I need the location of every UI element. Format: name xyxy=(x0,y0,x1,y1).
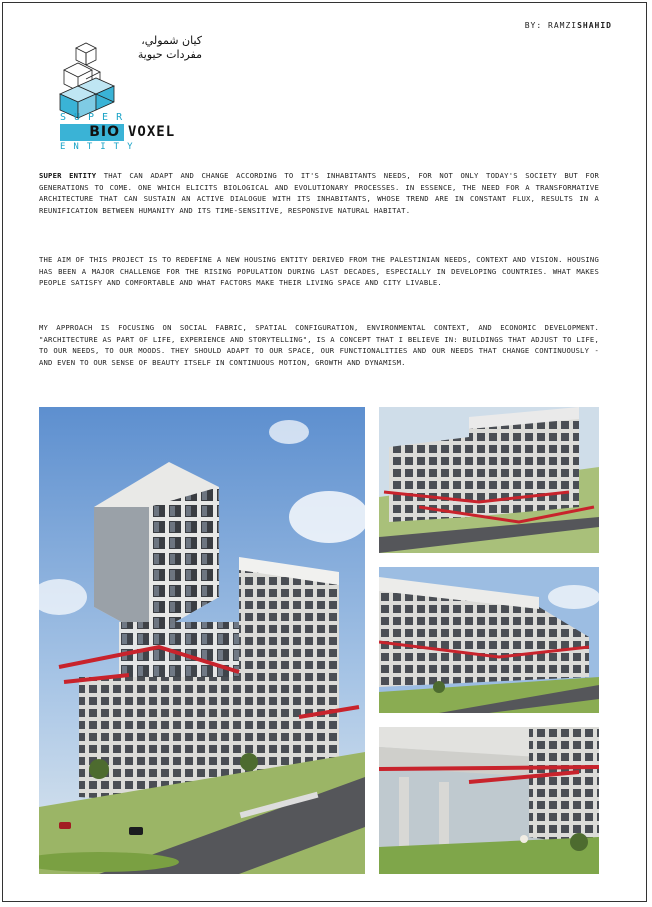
arabic-line-1: كيان شمولي، xyxy=(141,34,202,47)
author-prefix: BY: RAMZI xyxy=(524,21,578,30)
render-main-tower xyxy=(39,407,365,874)
render-ground-view xyxy=(379,727,599,874)
paragraph-aim: THE AIM OF THIS PROJECT IS TO REDEFINE A NEW HOUSING ENTITY DERIVED FROM THE PALESTINIAN NEEDS, CONTEXT AND VISION. HOUSING HAS BEEN A MAJOR CHALLENGE FOR THE RISING POPULATION DURING LAST DECADES, ESPECIALLY IN DEVELOPING COUNTRIES. WHAT MAKES PEOPLE SATISFY AND COMFORTABLE AND WHAT FACTORS MAKE THEIR LIVING SPACE AND CITY LIVABLE. xyxy=(39,255,599,288)
paragraph-intro-text: THAT CAN ADAPT AND CHANGE ACCORDING TO IT'S INHABITANTS NEEDS, FOR NOT ONLY TODAY'S SOCIETY BUT FOR GENERATIONS TO COME. ONE WHICH ELICITS BIOLOGICAL AND EVOLUTIONARY PROCESSES. IN ESSENCE, THE NEED FOR A TRANSFORMATIVE ARCHITECTURE THAT CAN SUSTAIN AN ACTIVE DIALOGUE WITH ITS INHABITANTS, WHOSE TREND ARE IN CONSTANT FLUX, RESULTS IN A REUNIFICATION BETWEEN HUMANITY AND ITS TIME-SENSITIVE, RESPONSIVE NATURAL HABITAT. xyxy=(39,171,600,215)
brand-super: SUPER xyxy=(60,112,131,123)
arabic-line-2: مفردات حيوية xyxy=(137,48,202,61)
brand-bio: BIO xyxy=(60,124,124,141)
render-aerial-view xyxy=(379,407,599,553)
author-credit xyxy=(525,21,612,30)
paragraph-lead: SUPER ENTITY xyxy=(39,171,97,180)
paragraph-approach: MY APPROACH IS FOCUSING ON SOCIAL FABRIC, SPATIAL CONFIGURATION, ENVIRONMENTAL CONTEXT, AND ECONOMIC DEVELOPMENT. "ARCHITECTURE AS PART OF LIFE, EXPERIENCE AND STORYTELLING", IS A CONCEPT THAT I BELIEVE IN: BUILDINGS THAT ADJUST TO LIFE, TO OUR NEEDS, TO OUR MOODS. THEY SHOULD ADAPT TO OUR SPACE, OUR FUNCTIONALITIES AND OUR NEEDS THAT CHANGE CONTINUOUSLY - AND EVEN TO OUR SENSE OF BEAUTY ITSELF IN CONTINUOUS MOTION, GROWTH AND DYNAMISM. xyxy=(39,323,599,367)
render-street-view xyxy=(379,567,599,713)
author-name: SHAHID xyxy=(577,21,612,30)
paragraph-intro xyxy=(39,170,599,216)
brand-entity: ENTITY xyxy=(60,142,141,152)
brand-voxel: VOXEL xyxy=(128,124,176,140)
arabic-title xyxy=(122,34,202,62)
